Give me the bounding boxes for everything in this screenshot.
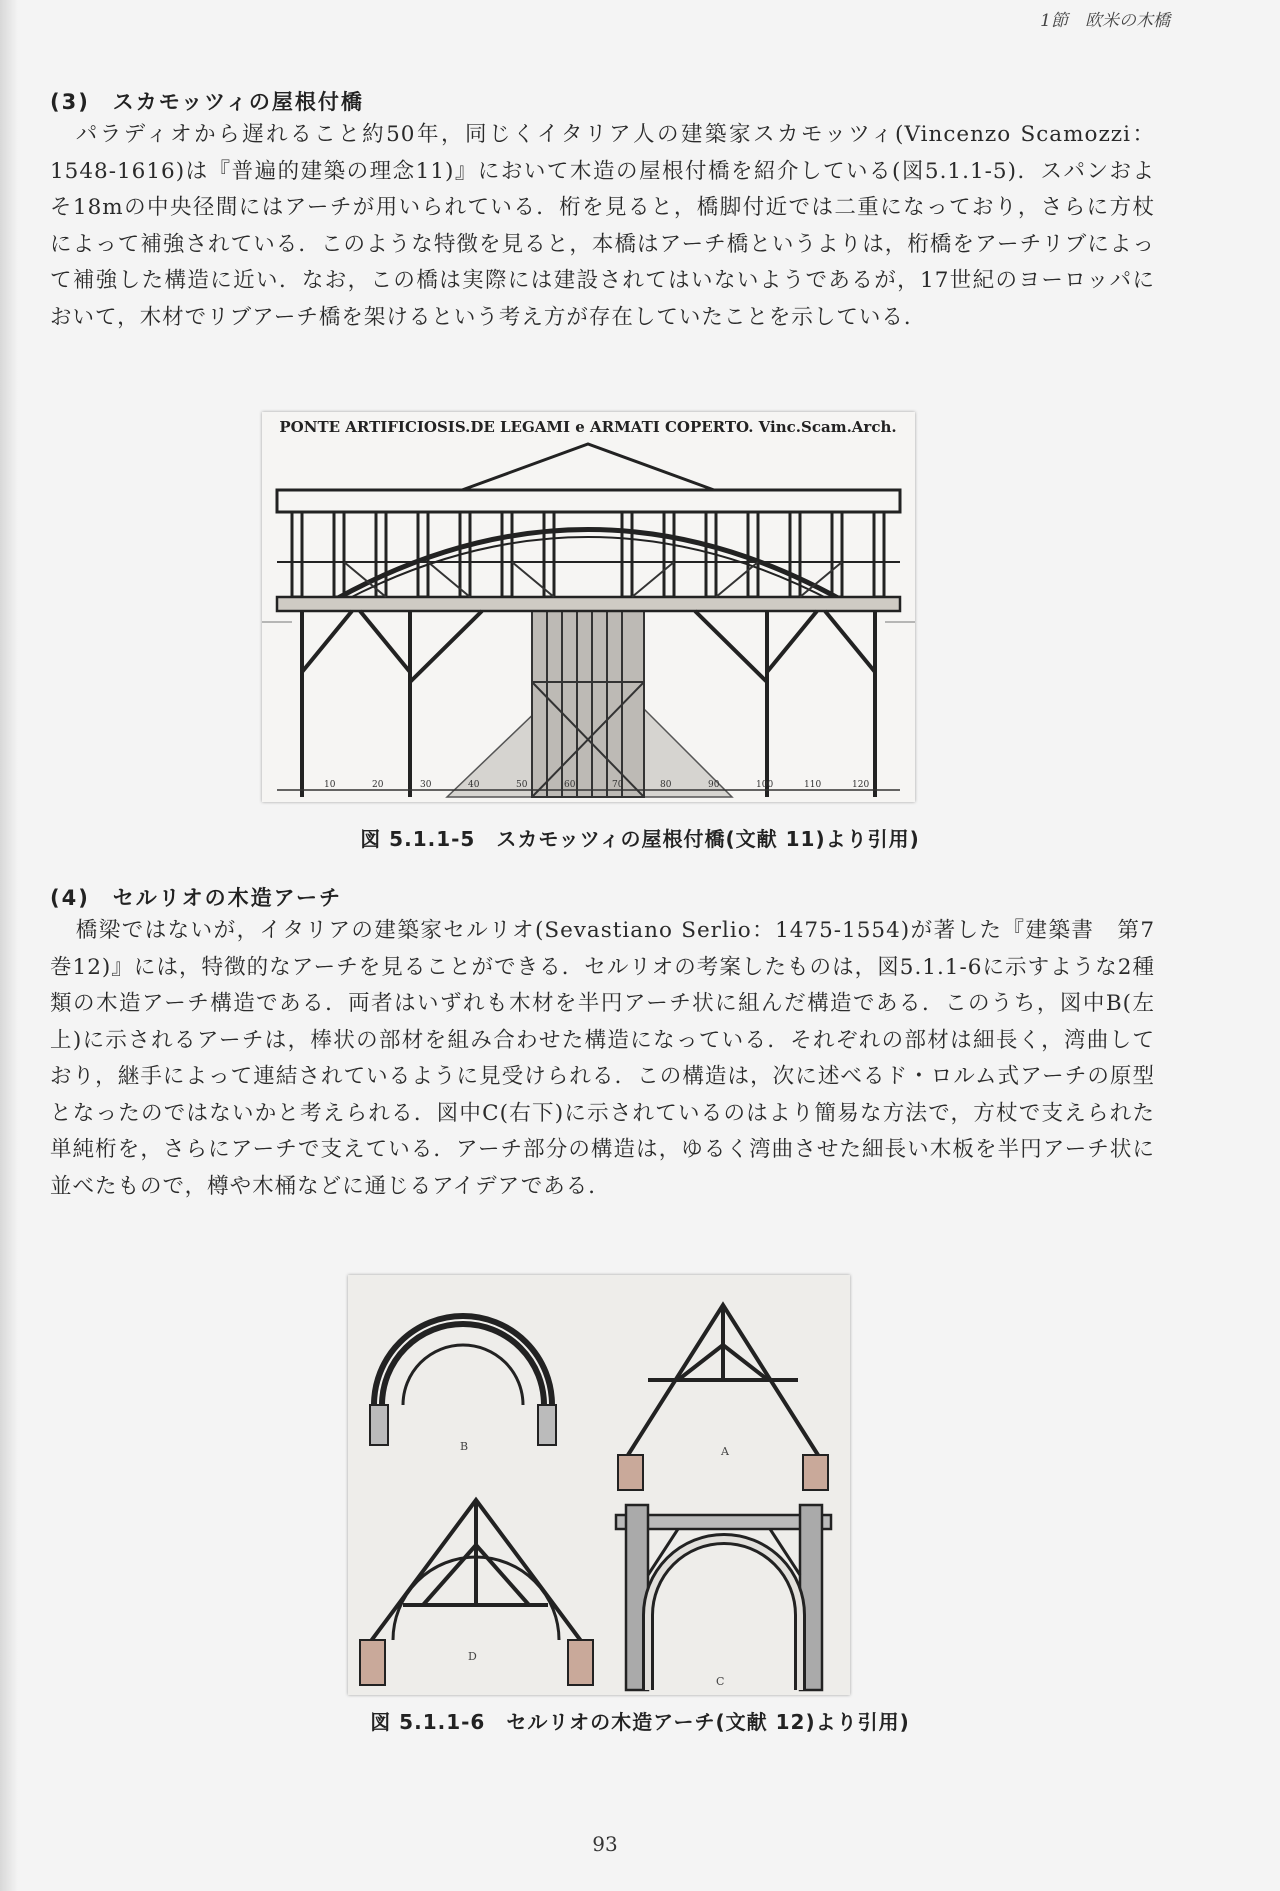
engraving-title: PONTE ARTIFICIOSIS.DE LEGAMI e ARMATI COPERTO. Vinc.Scam.Arch. [279, 418, 897, 436]
scale-label: 70 [612, 780, 624, 790]
figure-label-c: C [716, 1675, 725, 1688]
section-3-heading: (3) スカモッツィの屋根付橋 [50, 90, 364, 114]
scale-label: 120 [852, 780, 870, 790]
serlio-arches-engraving [348, 1275, 850, 1695]
running-head: 1節 欧米の木橋 [1040, 11, 1170, 31]
scale-label: 110 [804, 780, 822, 790]
figure-scamozzi-bridge [262, 412, 915, 802]
figure-label-a: A [721, 1445, 729, 1458]
scale-label: 100 [756, 780, 774, 790]
scale-label: 10 [324, 780, 336, 790]
figure-label-d: D [468, 1650, 477, 1663]
page-binding-shadow [0, 0, 18, 1891]
page-number: 93 [592, 1832, 618, 1856]
section-4-paragraph: 橋梁ではないが，イタリアの建築家セルリオ(Sevastiano Serlio：1475-1554)が著した『建築書 第7巻12)』には，特徴的なアーチを見ることができる．セルリオの考案したものは，図5.1.1-6に示すような2種類の木造アーチ構造である．両者はいずれも木材を半円アーチ状に組んだ構造である．このうち，図中B(左上)に示されるアーチは，棒状の部材を組み合わせた構造になっている．それぞれの部材は細長く，湾曲しており，継手によって連結されているように見受けられる．この構造は，次に述べるド・ロルム式アーチの原型となったのではないかと考えられる．図中C(右下)に示されているのはより簡易な方法で，方杖で支えられた単純桁を，さらにアーチで支えている．アーチ部分の構造は，ゆるく湾曲させた細長い木板を半円アーチ状に並べたもので，樽や木桶などに通じるアイデアである． [50, 918, 1155, 1199]
scale-label: 40 [468, 780, 480, 790]
scamozzi-bridge-engraving [262, 412, 915, 802]
figure-label-b: B [460, 1440, 469, 1453]
scale-label: 20 [372, 780, 384, 790]
section-3-paragraph: パラディオから遅れること約50年，同じくイタリア人の建築家スカモッツィ(Vincenzo Scamozzi：1548-1616)は『普遍的建築の理念11)』において木造の屋根付橋を紹介している(図5.1.1-5)．スパンおよそ18mの中央径間にはアーチが用いられている．桁を見ると，橋脚付近では二重になっており，さらに方杖によって補強されている．このような特徴を見ると，本橋はアーチ橋というよりは，桁橋をアーチリブによって補強した構造に近い．なお，この橋は実際には建設されてはいないようであるが，17世紀のヨーロッパにおいて，木材でリブアーチ橋を架けるという考え方が存在していたことを示している． [50, 122, 1155, 330]
scale-label: 80 [660, 780, 672, 790]
figure-serlio-arches [348, 1275, 850, 1695]
scale-label: 90 [708, 780, 720, 790]
scale-label: 30 [420, 780, 432, 790]
figure-5-1-1-5-caption: 図 5.1.1-5 スカモッツィの屋根付橋(文献 11)より引用) [360, 827, 920, 851]
scale-label: 60 [564, 780, 576, 790]
scale-label: 50 [516, 780, 528, 790]
figure-5-1-1-6-caption: 図 5.1.1-6 セルリオの木造アーチ(文献 12)より引用) [370, 1710, 910, 1734]
section-4-heading: (4) セルリオの木造アーチ [50, 886, 342, 910]
